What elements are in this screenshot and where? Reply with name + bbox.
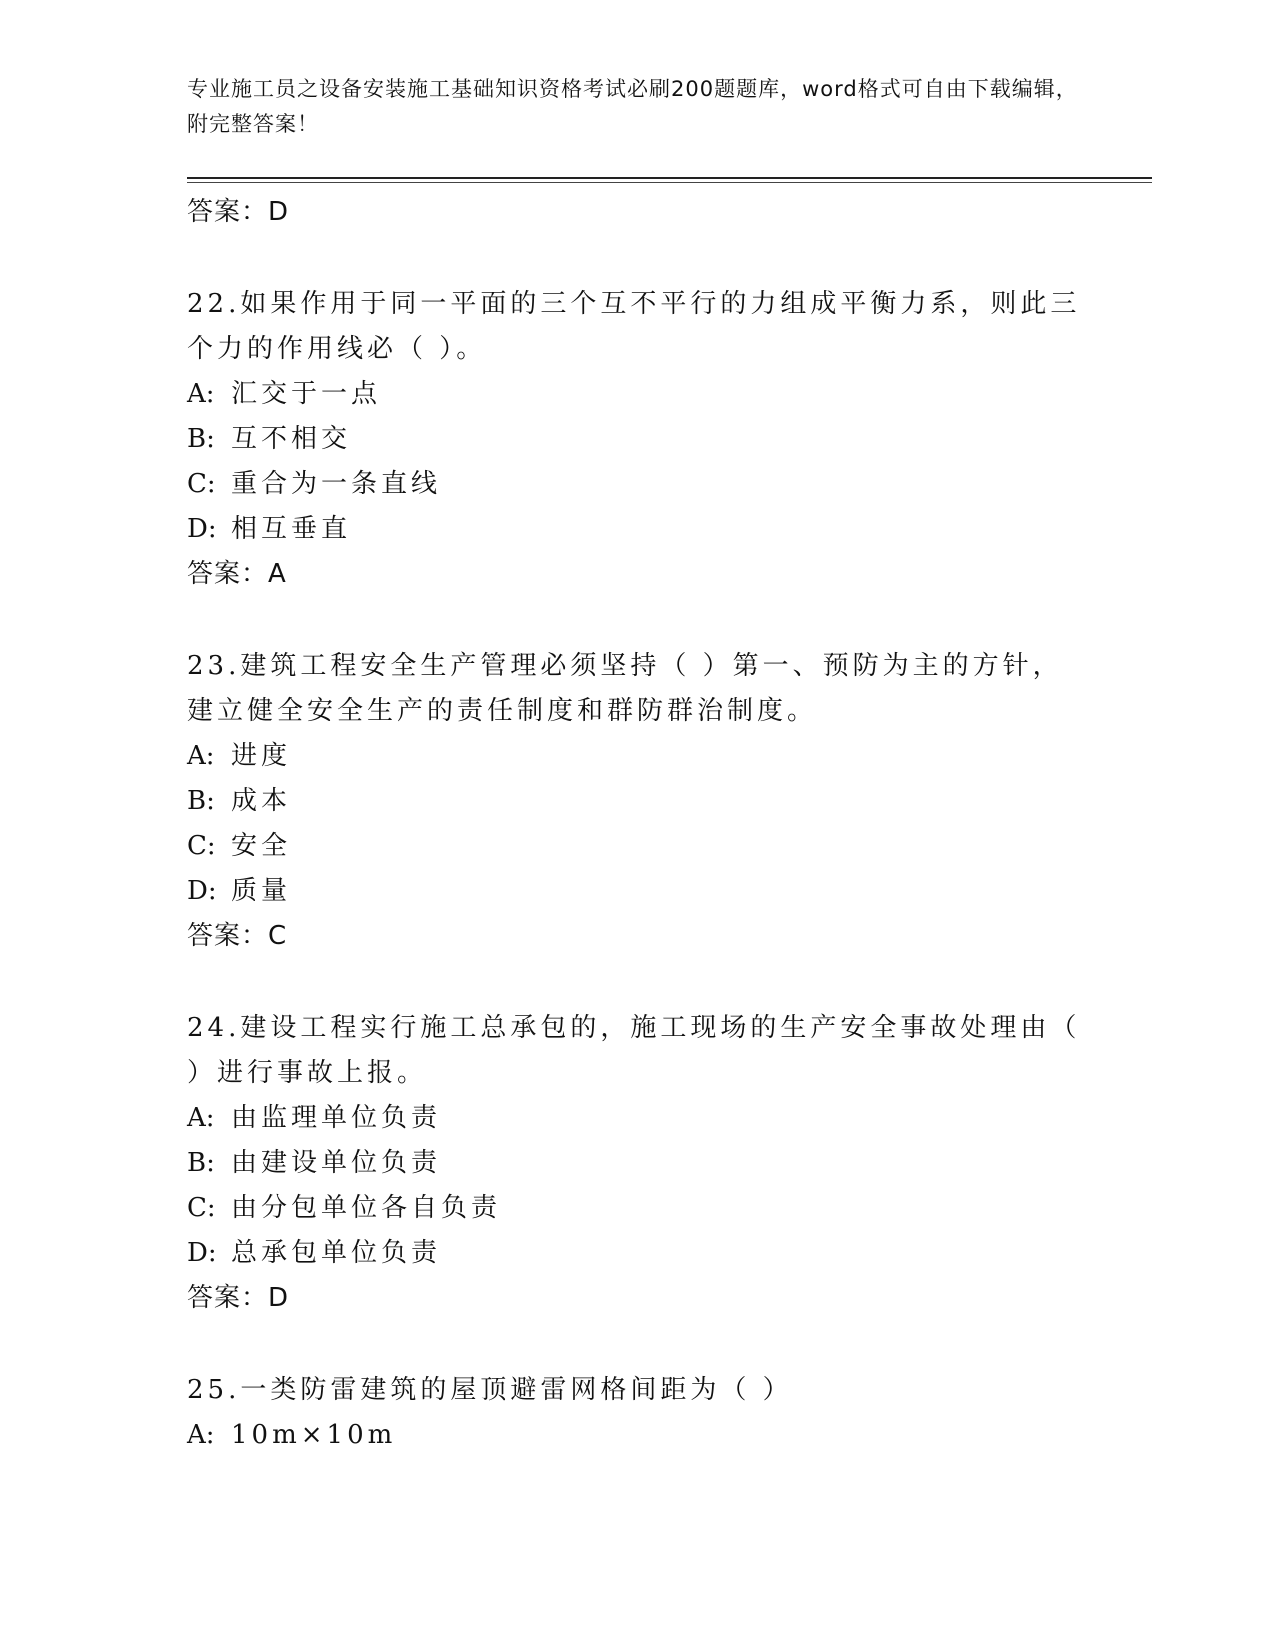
- option-text: 质量: [231, 876, 292, 906]
- option-letter: C:: [187, 1193, 216, 1223]
- option-letter: B:: [187, 1148, 215, 1178]
- option-text: 10m×10m: [231, 1420, 397, 1450]
- option-d: [187, 507, 1087, 552]
- question-text: 22.如果作用于同一平面的三个互不平行的力组成平衡力系，则此三个力的作用线必（ ）。: [187, 289, 1081, 364]
- option-text: 汇交于一点: [231, 379, 382, 409]
- option-text: 由监理单位负责: [231, 1103, 442, 1133]
- option-text: 安全: [231, 831, 292, 861]
- option-text: 由分包单位各自负责: [231, 1193, 502, 1223]
- option-c: [187, 824, 1087, 869]
- question-text: 25.一类防雷建筑的屋顶避雷网格间距为（ ）: [187, 1375, 793, 1405]
- option-a: [187, 1096, 1087, 1141]
- question-22: [187, 282, 1087, 596]
- option-b: [187, 417, 1087, 462]
- option-letter: D:: [187, 1238, 217, 1268]
- header-divider-thick: [187, 177, 1152, 179]
- option-a: [187, 1413, 1087, 1458]
- question-25: [187, 1368, 1087, 1458]
- option-a: [187, 734, 1087, 779]
- header-divider-thin: [187, 182, 1152, 183]
- question-24: [187, 1006, 1087, 1320]
- question-text: 23.建筑工程安全生产管理必须坚持（ ）第一、预防为主的方针，建立健全安全生产的责任制度和群防群治制度。: [187, 651, 1063, 726]
- option-text: 相互垂直: [231, 514, 352, 544]
- option-b: [187, 1141, 1087, 1186]
- option-text: 成本: [231, 786, 292, 816]
- question-list: [187, 190, 1087, 1458]
- option-b: [187, 779, 1087, 824]
- option-text: 互不相交: [231, 424, 352, 454]
- option-a: [187, 372, 1087, 417]
- option-d: [187, 1231, 1087, 1276]
- answer-line: 答案：A: [187, 559, 287, 589]
- option-letter: A:: [187, 379, 215, 409]
- option-d: [187, 869, 1087, 914]
- question-text: 24.建设工程实行施工总承包的，施工现场的生产安全事故处理由（ ）进行事故上报。: [187, 1013, 1081, 1088]
- answer-line: 答案：D: [187, 1283, 290, 1313]
- option-c: [187, 462, 1087, 507]
- option-letter: C:: [187, 831, 216, 861]
- option-letter: B:: [187, 786, 215, 816]
- answer-line: 答案：C: [187, 921, 288, 951]
- option-text: 由建设单位负责: [231, 1148, 442, 1178]
- previous-answer: 答案：D: [187, 197, 290, 227]
- option-letter: B:: [187, 424, 215, 454]
- option-c: [187, 1186, 1087, 1231]
- option-text: 重合为一条直线: [231, 469, 442, 499]
- question-23: [187, 644, 1087, 958]
- page-header-title: 专业施工员之设备安装施工基础知识资格考试必刷200题题库，word格式可自由下载编辑，附完整答案！: [187, 77, 1078, 136]
- option-letter: C:: [187, 469, 216, 499]
- option-letter: A:: [187, 1420, 215, 1450]
- option-text: 总承包单位负责: [231, 1238, 442, 1268]
- option-text: 进度: [231, 741, 292, 771]
- option-letter: A:: [187, 1103, 215, 1133]
- option-letter: D:: [187, 876, 217, 906]
- option-letter: D:: [187, 514, 217, 544]
- option-letter: A:: [187, 741, 215, 771]
